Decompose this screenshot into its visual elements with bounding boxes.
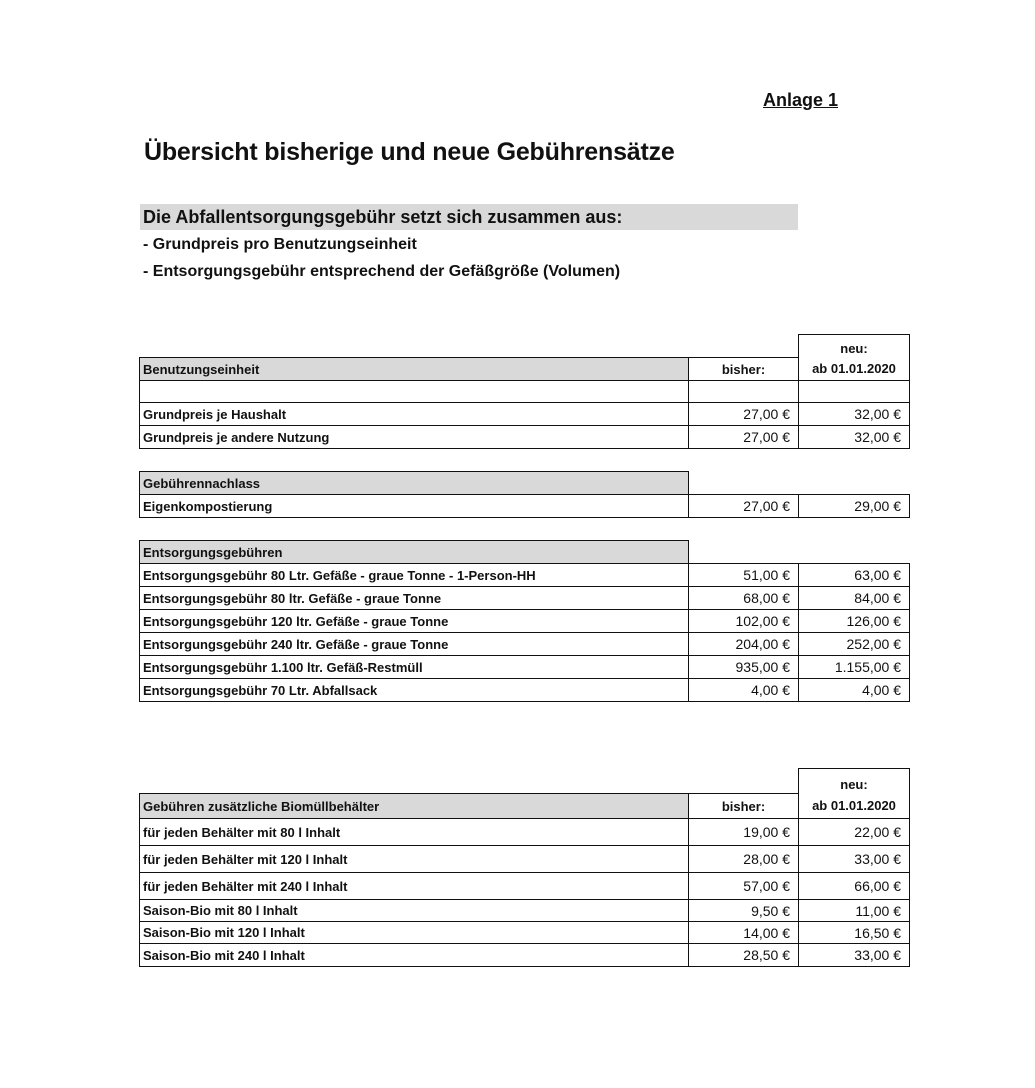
intro-heading: Die Abfallentsorgungsgebühr setzt sich zusammen aus: <box>140 204 798 230</box>
row-label: Grundpreis je andere Nutzung <box>139 425 689 449</box>
table-header-row <box>139 793 910 819</box>
row-label: Eigenkompostierung <box>139 494 689 518</box>
section-heading-row <box>139 540 910 564</box>
row-label: Entsorgungsgebühr 70 Ltr. Abfallsack <box>139 678 689 702</box>
row-label: Grundpreis je Haushalt <box>139 402 689 426</box>
section-heading-nachlass: Gebührennachlass <box>139 471 689 495</box>
row-bisher: 204,00 € <box>688 632 799 656</box>
neu-label: neu: <box>798 334 910 358</box>
table-row <box>139 632 910 656</box>
row-bisher: 27,00 € <box>688 402 799 426</box>
table-header-neu-row <box>139 334 910 358</box>
row-label: Saison-Bio mit 120 l Inhalt <box>139 921 689 944</box>
table-row <box>139 425 910 449</box>
row-bisher: 9,50 € <box>688 899 799 922</box>
table-header-row <box>139 357 910 381</box>
row-neu: 29,00 € <box>798 494 910 518</box>
row-bisher: 102,00 € <box>688 609 799 633</box>
row-neu: 84,00 € <box>798 586 910 610</box>
row-bisher: 27,00 € <box>688 425 799 449</box>
row-neu: 4,00 € <box>798 678 910 702</box>
section-heading-entsorgung: Entsorgungsgebühren <box>139 540 689 564</box>
row-neu: 66,00 € <box>798 872 910 900</box>
row-neu: 22,00 € <box>798 818 910 846</box>
header-benutzungseinheit: Benutzungseinheit <box>139 357 689 381</box>
empty-cell <box>688 380 799 403</box>
row-neu: 11,00 € <box>798 899 910 922</box>
table-row <box>139 678 910 702</box>
row-label: Entsorgungsgebühr 80 ltr. Gefäße - graue Tonne <box>139 586 689 610</box>
empty-cell <box>139 380 689 403</box>
row-bisher: 28,50 € <box>688 943 799 967</box>
table-row <box>139 586 910 610</box>
row-label: für jeden Behälter mit 120 l Inhalt <box>139 845 689 873</box>
row-neu: 16,50 € <box>798 921 910 944</box>
table-row <box>139 563 910 587</box>
row-neu: 33,00 € <box>798 845 910 873</box>
row-neu: 32,00 € <box>798 425 910 449</box>
table-row <box>139 943 910 967</box>
row-label: Saison-Bio mit 240 l Inhalt <box>139 943 689 967</box>
neu-label: neu: <box>798 768 910 794</box>
table-header-neu-row <box>139 768 910 794</box>
row-neu: 63,00 € <box>798 563 910 587</box>
table-row <box>139 402 910 426</box>
table-row <box>139 872 910 900</box>
row-bisher: 14,00 € <box>688 921 799 944</box>
table-row <box>139 655 910 679</box>
row-bisher: 51,00 € <box>688 563 799 587</box>
table-row <box>139 845 910 873</box>
row-bisher: 68,00 € <box>688 586 799 610</box>
header-neu-date: ab 01.01.2020 <box>798 793 910 819</box>
page-title: Übersicht bisherige und neue Gebührensätze <box>144 138 675 166</box>
row-label: Entsorgungsgebühr 120 ltr. Gefäße - graue Tonne <box>139 609 689 633</box>
intro-line-2: - Entsorgungsgebühr entsprechend der Gefäßgröße (Volumen) <box>143 263 621 280</box>
header-bisher: bisher: <box>688 793 799 819</box>
attachment-label: Anlage 1 <box>763 90 839 110</box>
row-bisher: 27,00 € <box>688 494 799 518</box>
row-bisher: 28,00 € <box>688 845 799 873</box>
table-row <box>139 609 910 633</box>
row-neu: 126,00 € <box>798 609 910 633</box>
row-label: für jeden Behälter mit 80 l Inhalt <box>139 818 689 846</box>
row-bisher: 57,00 € <box>688 872 799 900</box>
intro-line-1: - Grundpreis pro Benutzungseinheit <box>143 236 417 253</box>
row-label: Entsorgungsgebühr 240 ltr. Gefäße - graue Tonne <box>139 632 689 656</box>
row-neu: 252,00 € <box>798 632 910 656</box>
row-label: für jeden Behälter mit 240 l Inhalt <box>139 872 689 900</box>
row-bisher: 935,00 € <box>688 655 799 679</box>
header-neu-date: ab 01.01.2020 <box>798 357 910 381</box>
header-bisher: bisher: <box>688 357 799 381</box>
section-heading-row <box>139 471 910 495</box>
empty-row <box>139 380 910 403</box>
row-bisher: 19,00 € <box>688 818 799 846</box>
row-neu: 1.155,00 € <box>798 655 910 679</box>
row-bisher: 4,00 € <box>688 678 799 702</box>
row-label: Saison-Bio mit 80 l Inhalt <box>139 899 689 922</box>
header-biomuell: Gebühren zusätzliche Biomüllbehälter <box>139 793 689 819</box>
table-row <box>139 899 910 922</box>
row-neu: 32,00 € <box>798 402 910 426</box>
row-label: Entsorgungsgebühr 80 Ltr. Gefäße - graue Tonne - 1-Person-HH <box>139 563 689 587</box>
row-label: Entsorgungsgebühr 1.100 ltr. Gefäß-Restmüll <box>139 655 689 679</box>
row-neu: 33,00 € <box>798 943 910 967</box>
empty-cell <box>798 380 910 403</box>
table-row <box>139 494 910 518</box>
table-row <box>139 818 910 846</box>
table-row <box>139 921 910 944</box>
